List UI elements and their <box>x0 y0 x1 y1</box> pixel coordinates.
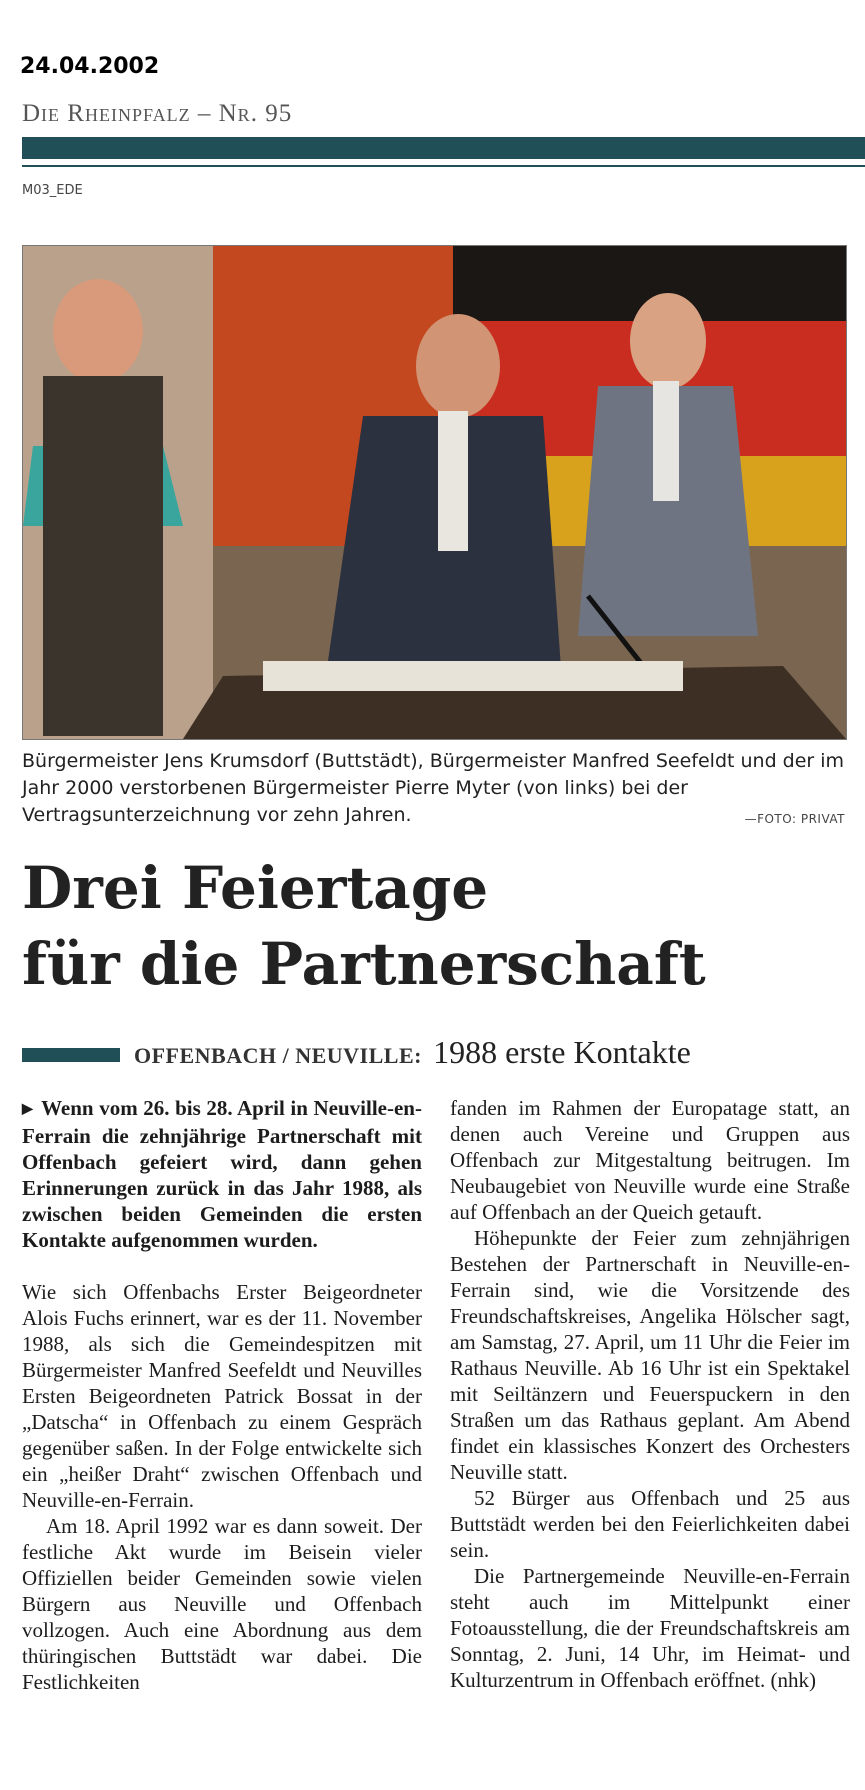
article-lead-text: Wenn vom 26. bis 28. April in Neuville-en-Ferrain die zehnjährige Partnerschaft mit Offenbach gefeiert wird, dann gehen Erinnerungen zurück in das Jahr 1988, als zwischen beiden Gemeinden die ersten Kontakte aufgenommen wurden. <box>22 1096 422 1252</box>
triangle-right-icon: ▶ <box>22 1102 34 1117</box>
article-column-left <box>22 1095 422 1695</box>
headline <box>22 850 852 1002</box>
article-paragraph: Höhepunkte der Feier zum zehnjährigen Bestehen der Partnerschaft in Neuville-en-Ferrain sind, wie die Vorsitzende des Freundschaftskreises, Angelika Hölscher sagt, am Samstag, 27. April, um 11 Uhr die Feier im Rathaus Neuville. Ab 16 Uhr ist ein Spektakel mit Seiltänzern und Feuerspuckern in den Straßen um das Rathaus geplant. Am Abend findet ein klassisches Konzert des Orchesters Neuville statt. <box>450 1226 850 1484</box>
photo-credit: —FOTO: PRIVAT <box>744 812 845 826</box>
kicker-place: OFFENBACH / NEUVILLE: <box>134 1043 422 1068</box>
photo-caption-text: Bürgermeister Jens Krumsdorf (Buttstädt), Bürgermeister Manfred Seefeldt und der im Jahr 2000 verstorbenen Bürgermeister Pierre Myter (von links) bei der Vertragsunterzeichnung vor zehn Jahren. <box>22 750 845 826</box>
kicker <box>134 1034 691 1071</box>
masthead-rule <box>22 165 865 167</box>
photo-caption <box>22 748 845 833</box>
article-column-right <box>450 1095 850 1693</box>
article-paragraph: fanden im Rahmen der Europatage statt, an denen auch Vereine und Gruppen aus Offenbach zur Mitgestaltung beitrugen. Im Neubaugebiet von Neuville wurde eine Straße auf Offenbach an der Queich getauft. <box>450 1096 850 1224</box>
article-paragraph: Am 18. April 1992 war es dann soweit. Der festliche Akt wurde im Beisein vieler Offiziellen beider Gemeinden sowie vielen Bürgern aus Neuville und Offenbach vollzogen. Auch eine Abordnung aus dem thüringischen Buttstädt war dabei. Die Festlichkeiten <box>22 1514 422 1694</box>
article-lead <box>22 1095 422 1253</box>
kicker-subtitle: 1988 erste Kontakte <box>433 1034 691 1070</box>
headline-line-1: Drei Feiertage <box>22 854 489 922</box>
page-code: M03_EDE <box>22 183 83 198</box>
article-paragraph: 52 Bürger aus Offenbach und 25 aus Buttstädt werden bei den Feierlichkeiten dabei sein. <box>450 1486 850 1562</box>
article-paragraph: Wie sich Offenbachs Erster Beigeordneter Alois Fuchs erinnert, war es der 11. November 1988, als sich die Gemeindespitzen mit Bürgermeister Manfred Seefeldt und Neuvilles Ersten Beigeordneten Patrick Bossat in der „Datscha“ in Offenbach zu einem Gespräch gegenüber saßen. In der Folge entwickelte sich ein „heißer Draht“ zwischen Offenbach und Neuville-en-Ferrain. <box>22 1280 422 1512</box>
masthead-bar <box>22 137 865 159</box>
article-paragraph: Die Partnergemeinde Neuville-en-Ferrain steht auch im Mittelpunkt einer Fotoausstellung, die der Freundschaftskreis am Sonntag, 2. Juni, 14 Uhr, im Heimat- und Kulturzentrum in Offenbach eröffnet. (nhk) <box>450 1564 850 1692</box>
masthead: Die Rheinpfalz – Nr. 95 <box>22 100 293 127</box>
kicker-bar <box>22 1048 120 1062</box>
article-photo <box>22 245 847 740</box>
headline-line-2: für die Partnerschaft <box>22 930 706 998</box>
date-stamp: 24.04.2002 <box>20 54 160 79</box>
